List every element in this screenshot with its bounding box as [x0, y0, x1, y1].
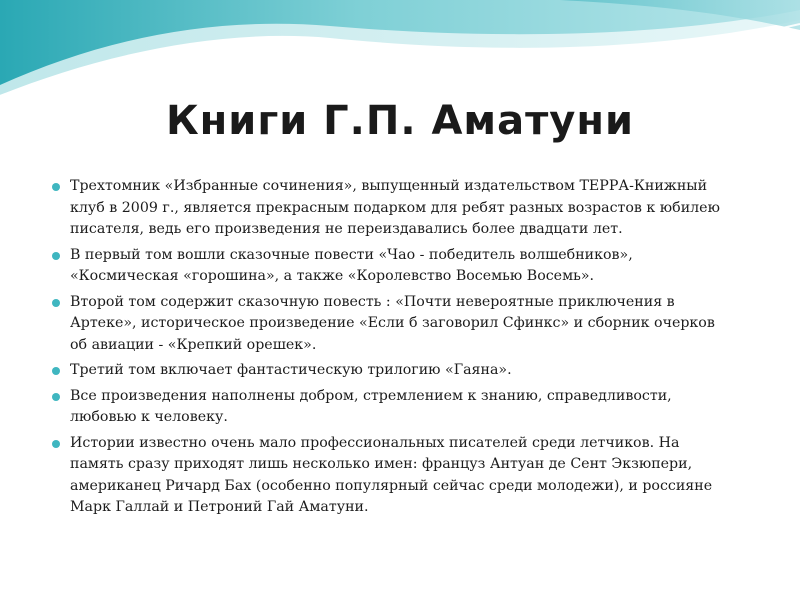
bullet-dot-icon — [52, 367, 60, 375]
bullet-text: Третий том включает фантастическую трилогию «Гаяна». — [70, 362, 512, 378]
bullet-text: В первый том вошли сказочные повести «Чао - победитель волшебников», «Космическая «горошина», а также «Королевство Восемью Восемь». — [70, 246, 633, 284]
bullet-item — [52, 176, 732, 241]
bullet-dot-icon — [52, 299, 60, 307]
wave-header-decoration — [0, 0, 800, 110]
bullet-item — [52, 386, 732, 429]
slide-title: Книги Г.П. Аматуни — [165, 98, 635, 144]
bullet-text: Трехтомник «Избранные сочинения», выпущенный издательством ТЕРРА-Книжный клуб в 2009 г., является прекрасным подарком для ребят разных возрастов к юбилею писателя, ведь его произведения не переиздавались более двадцати лет. — [70, 178, 720, 237]
bullet-text: Второй том содержит сказочную повесть : «Почти невероятные приключения в Артеке», историческое произведение «Если б заговорил Сфинкс» и сборник очерков об авиации - «Крепкий орешек». — [70, 293, 715, 353]
bullet-item — [52, 433, 732, 519]
bullet-dot-icon — [52, 440, 60, 448]
bullet-list — [52, 176, 732, 523]
bullet-text: Истории известно очень мало профессиональных писателей среди летчиков. На память сразу приходят лишь несколько имен: француз Антуан де Сент Экзюпери, американец Ричард Бах (особенно популярный сейчас среди молодежи), и россияне Марк Галлай и Петроний Гай Аматуни. — [70, 434, 713, 515]
bullet-text: Все произведения наполнены добром, стремлением к знанию, справедливости, любовью к человеку. — [70, 387, 672, 425]
bullet-item — [52, 360, 732, 382]
bullet-item — [52, 245, 732, 288]
bullet-dot-icon — [52, 393, 60, 401]
bullet-dot-icon — [52, 183, 60, 191]
bullet-dot-icon — [52, 252, 60, 260]
bullet-item — [52, 292, 732, 357]
